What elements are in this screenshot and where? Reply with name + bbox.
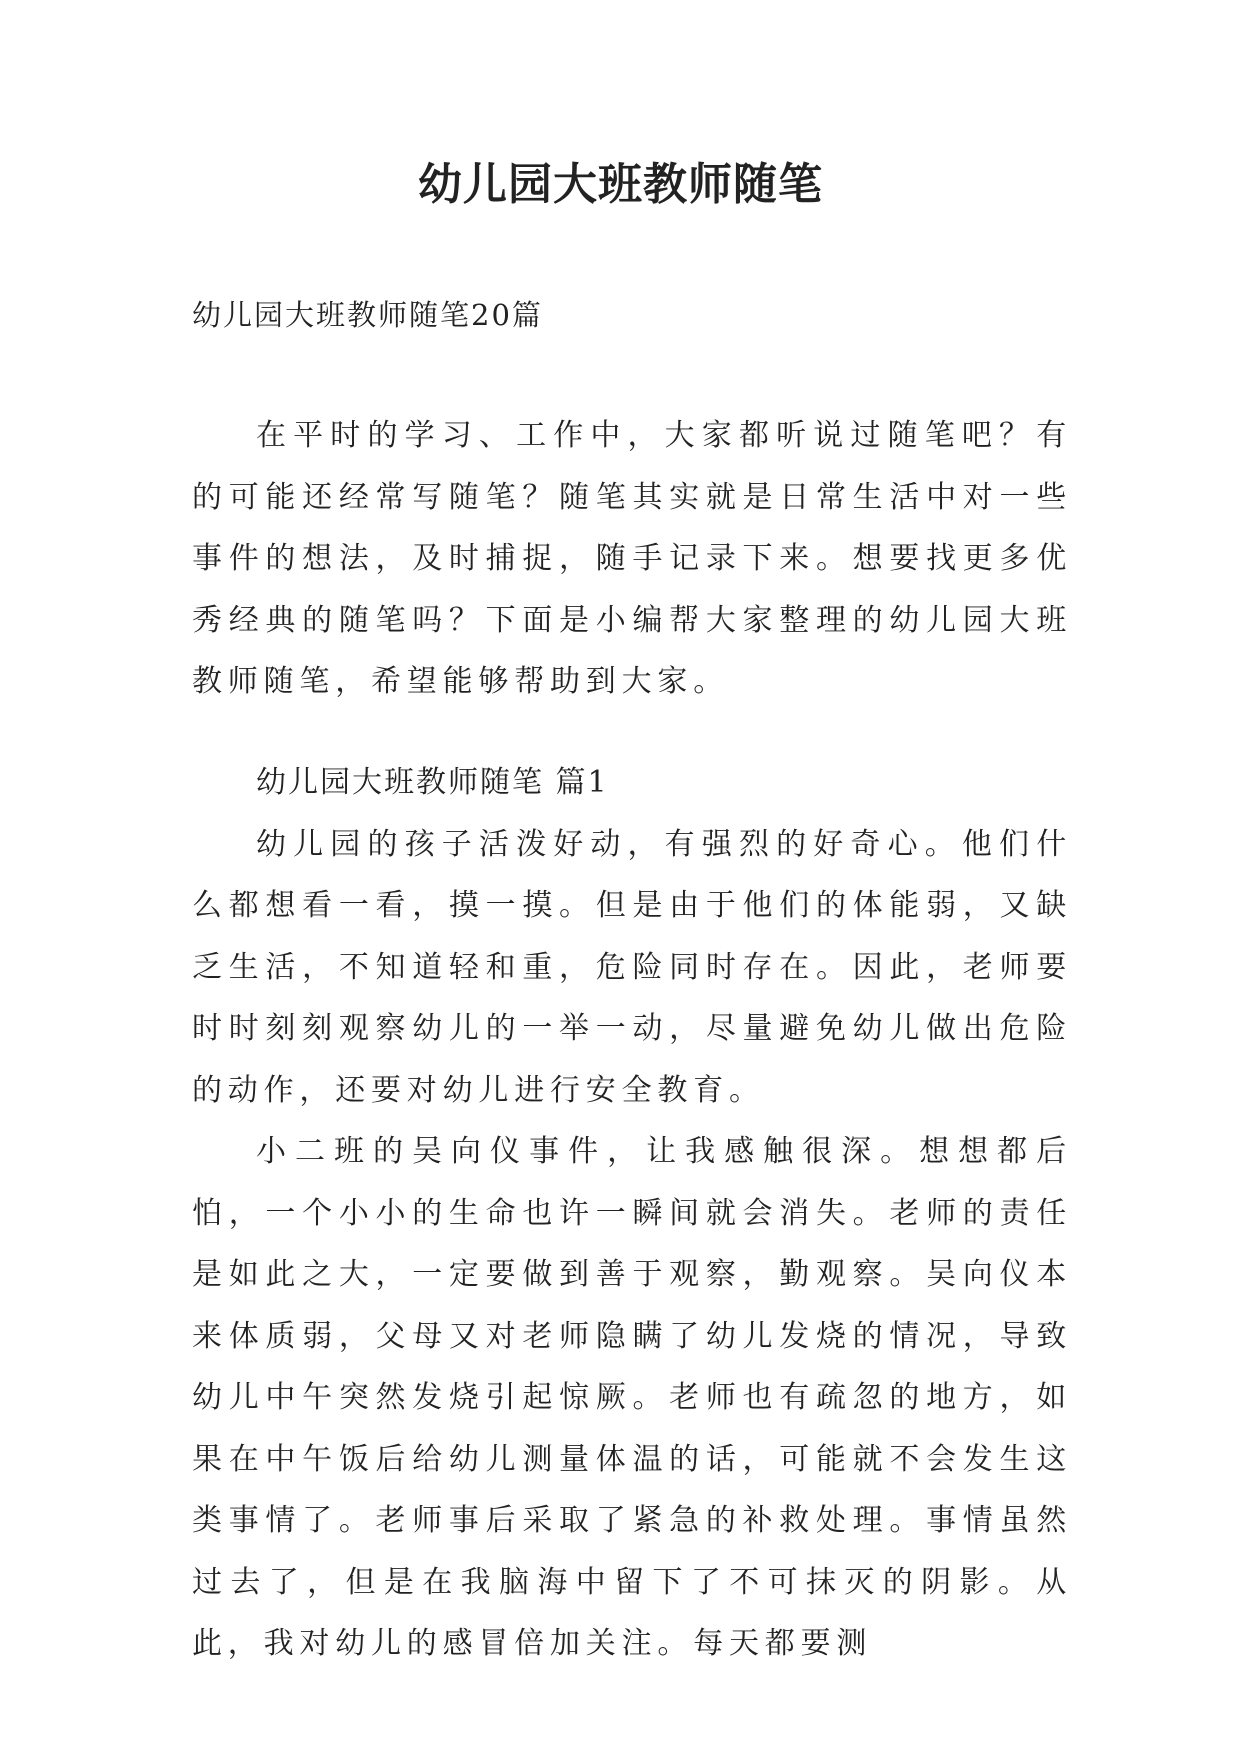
document-title: 幼儿园大班教师随笔 — [418, 159, 823, 210]
section-1-paragraph: 幼儿园的孩子活泼好动，有强烈的好奇心。他们什么都想看一看，摸一摸。但是由于他们的体能弱，又缺乏生活，不知道轻和重，危险同时存在。因此，老师要时时刻刻观察幼儿的一举一动，尽量避免幼儿做出危险的动作，还要对幼儿进行安全教育。 — [192, 826, 1072, 1108]
intro-paragraph: 在平时的学习、工作中，大家都听说过随笔吧？有的可能还经常写随笔？随笔其实就是日常生活中对一些事件的想法，及时捕捉，随手记录下来。想要找更多优秀经典的随笔吗？下面是小编帮大家整理的幼儿园大班教师随笔，希望能够帮助到大家。 — [192, 418, 1072, 699]
section-1-paragraph: 小二班的吴向仪事件，让我感触很深。想想都后怕，一个小小的生命也许一瞬间就会消失。老师的责任是如此之大，一定要做到善于观察，勤观察。吴向仪本来体质弱，父母又对老师隐瞒了幼儿发烧的情况，导致幼儿中午突然发烧引起惊厥。老师也有疏忽的地方，如果在中午饭后给幼儿测量体温的话，可能就不会发生这类事情了。老师事后采取了紧急的补救处理。事情虽然过去了，但是在我脑海中留下了不可抹灭的阴影。从此，我对幼儿的感冒倍加关注。每天都要测 — [192, 1134, 1072, 1661]
section-1-heading: 幼儿园大班教师随笔 篇1 — [256, 765, 609, 800]
section-1 — [192, 752, 1072, 1675]
document-subtitle: 幼儿园大班教师随笔20篇 — [192, 298, 543, 332]
